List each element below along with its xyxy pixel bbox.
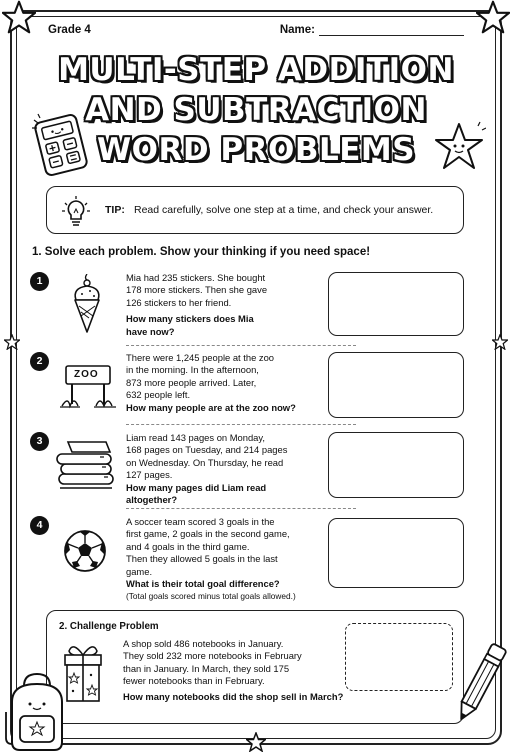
- bottom-star-icon: [246, 732, 266, 752]
- challenge-line: fewer notebooks than in February.: [123, 675, 265, 687]
- section-1-heading: 1. Solve each problem. Show your thinking if you need space!: [32, 246, 371, 258]
- name-field[interactable]: [280, 24, 464, 36]
- name-label: Name:: [279, 24, 315, 36]
- challenge-line: They sold 232 more notebooks in February: [123, 650, 302, 662]
- smiling-star-icon: [432, 120, 486, 174]
- soccer-ball-icon: [62, 528, 108, 574]
- problem-line: 126 stickers to her friend.: [126, 296, 232, 308]
- calculator-icon: [30, 110, 92, 180]
- lightbulb-icon: [61, 195, 91, 227]
- backpack-icon: [2, 672, 72, 752]
- problem-question: altogether?: [126, 494, 178, 506]
- books-stack-icon: [56, 440, 116, 492]
- problem-number: 4: [30, 516, 49, 535]
- challenge-line: A shop sold 486 notebooks in January.: [123, 638, 284, 649]
- problem-question: How many stickers does Mia: [126, 313, 254, 325]
- worksheet-header: [48, 24, 464, 42]
- answer-box[interactable]: [328, 352, 464, 418]
- problem-question: How many people are at the zoo now?: [126, 401, 296, 413]
- problem-line: Then they allowed 5 goals in the last: [126, 553, 278, 565]
- tip-label: TIP:: [105, 204, 125, 216]
- problem-text: [126, 272, 316, 338]
- problem-line: game.: [126, 565, 153, 577]
- problem-line: 632 people left.: [126, 389, 191, 401]
- problem-number: 2: [30, 352, 49, 371]
- name-line[interactable]: [319, 25, 464, 36]
- problem-line: A soccer team scored 3 goals in the: [126, 516, 275, 527]
- problem-line: Liam read 143 pages on Monday,: [126, 432, 265, 443]
- challenge-box: [46, 610, 464, 724]
- problem-2: [30, 352, 470, 424]
- problem-1: [30, 272, 470, 344]
- page-title: [40, 50, 472, 170]
- title-line-1: MULTI-STEP ADDITION: [58, 52, 454, 88]
- pencil-icon: [450, 640, 510, 728]
- problem-question: have now?: [126, 325, 175, 337]
- problem-divider: [126, 345, 356, 346]
- problem-number: 1: [30, 272, 49, 291]
- problem-number: 3: [30, 432, 49, 451]
- problem-line: 873 more people arrived. Later,: [126, 376, 257, 388]
- title-line-2: AND SUBTRACTION: [85, 92, 427, 128]
- ice-cream-icon: [70, 274, 104, 334]
- problem-text: [126, 516, 316, 603]
- problem-line: in the morning. In the afternoon,: [126, 364, 259, 376]
- problem-note: (Total goals scored minus total goals allowed.): [126, 591, 296, 602]
- side-star-icon: [4, 334, 20, 350]
- problem-line: on Wednesday. On Thursday, he read: [126, 456, 284, 468]
- title-line-3: WORD PROBLEMS: [96, 132, 416, 168]
- answer-box[interactable]: [328, 272, 464, 336]
- problem-line: and 4 goals in the third game.: [126, 540, 250, 552]
- problem-text: [126, 432, 316, 506]
- tip-text: Read carefully, solve one step at a time, and check your answer.: [134, 204, 434, 216]
- challenge-text: [123, 638, 353, 703]
- grade-label: Grade 4: [48, 24, 91, 36]
- challenge-heading: 2. Challenge Problem: [59, 621, 159, 632]
- challenge-question: How many notebooks did the shop sell in March?: [123, 690, 344, 702]
- problem-divider: [126, 424, 356, 425]
- problem-line: There were 1,245 people at the zoo: [126, 352, 275, 363]
- challenge-answer-box[interactable]: [345, 623, 453, 691]
- problem-4: [30, 516, 470, 602]
- problem-question: How many pages did Liam read: [126, 481, 267, 493]
- corner-star-icon: [2, 0, 36, 34]
- problem-line: Mia had 235 stickers. She bought: [126, 272, 266, 283]
- problem-line: 168 pages on Tuesday, and 214 pages: [126, 444, 288, 456]
- problem-text: [126, 352, 316, 414]
- corner-star-icon: [476, 0, 510, 34]
- problem-3: [30, 432, 470, 508]
- problem-question: What is their total goal difference?: [126, 578, 280, 590]
- problem-line: 178 more stickers. Then she gave: [126, 284, 268, 296]
- side-star-icon: [492, 334, 508, 350]
- zoo-sign-text: ZOO: [74, 369, 99, 380]
- answer-box[interactable]: [328, 432, 464, 498]
- problem-line: first game, 2 goals in the second game,: [126, 528, 290, 540]
- challenge-line: than in January. In March, they sold 175: [123, 662, 290, 674]
- zoo-sign-icon: [60, 358, 116, 410]
- tip-box: [46, 186, 464, 234]
- problem-divider: [126, 508, 356, 509]
- problem-line: 127 pages.: [126, 469, 173, 481]
- answer-box[interactable]: [328, 518, 464, 588]
